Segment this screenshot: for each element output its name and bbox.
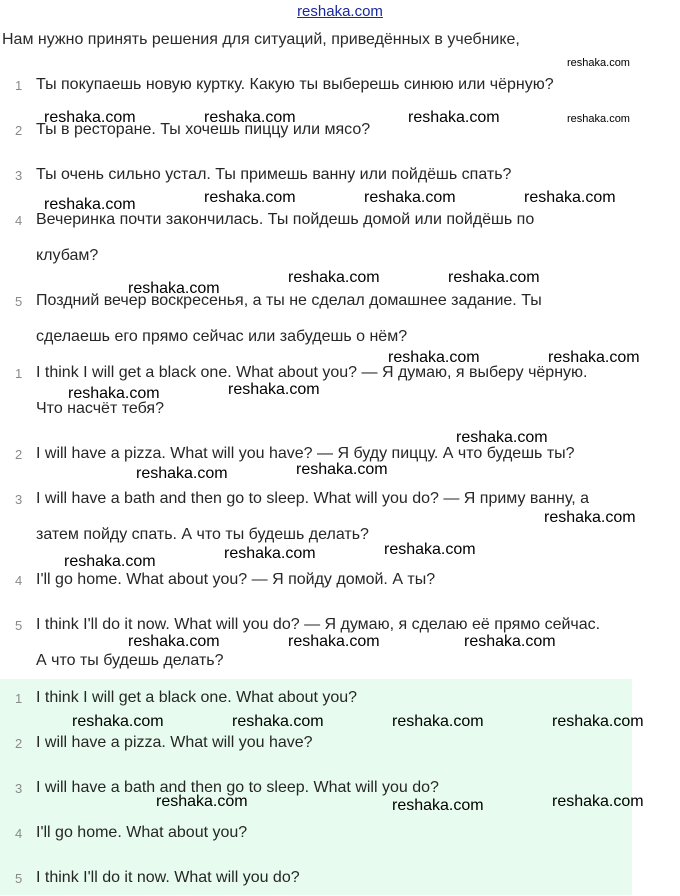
item-text: Вечеринка почти закончилась. Ты пойдешь домой или пойдёшь по: [36, 211, 535, 228]
item-text-cont: затем пойду спать. А что ты будешь делать?: [36, 526, 369, 543]
watermark: reshaka.com: [567, 57, 630, 69]
watermark: reshaka.com: [544, 509, 636, 526]
item-text: I will have a bath and then go to sleep. What will you do? — Я приму ванну, а: [36, 490, 590, 507]
item-text: I will have a bath and then go to sleep. What will you do?: [36, 779, 439, 796]
watermark: reshaka.com: [44, 109, 136, 126]
item-text: I will have a pizza. What will you have? — Я буду пиццу. А что будешь ты?: [36, 445, 575, 462]
intro-text: Нам нужно принять решения для ситуаций, приведённых в учебнике,: [2, 31, 520, 48]
item-text-cont: А что ты будешь делать?: [36, 652, 224, 669]
item-text: Поздний вечер воскресенья, а ты не сделал домашнее задание. Ты: [36, 292, 542, 309]
item-number: 2: [15, 447, 23, 462]
item-number: 1: [15, 691, 23, 706]
watermark: reshaka.com: [364, 189, 456, 206]
watermark: reshaka.com: [456, 429, 548, 446]
watermark: reshaka.com: [552, 713, 644, 730]
watermark: reshaka.com: [228, 381, 320, 398]
item-text: Ты покупаешь новую куртку. Какую ты выберешь синюю или чёрную?: [36, 76, 554, 93]
item-text-cont: клубам?: [36, 247, 99, 264]
item-number: 1: [15, 366, 23, 381]
item-number: 2: [15, 736, 23, 751]
item-text: Ты в ресторане. Ты хочешь пиццу или мясо?: [36, 121, 371, 138]
item-text: I think I'll do it now. What will you do?: [36, 869, 300, 886]
watermark: reshaka.com: [64, 553, 156, 570]
watermark: reshaka.com: [68, 385, 160, 402]
item-number: 2: [15, 123, 23, 138]
watermark: reshaka.com: [524, 189, 616, 206]
watermark: reshaka.com: [567, 113, 630, 125]
watermark: reshaka.com: [288, 269, 380, 286]
item-number: 4: [15, 573, 23, 588]
item-number: 4: [15, 826, 23, 841]
watermark: reshaka.com: [288, 633, 380, 650]
watermark: reshaka.com: [156, 793, 248, 810]
item-text-cont: Что насчёт тебя?: [36, 400, 164, 417]
watermark: reshaka.com: [388, 349, 480, 366]
item-text-cont: сделаешь его прямо сейчас или забудешь о нём?: [36, 328, 408, 345]
watermark: reshaka.com: [296, 461, 388, 478]
watermark: reshaka.com: [224, 545, 316, 562]
item-text: Ты очень сильно устал. Ты примешь ванну или пойдёшь спать?: [36, 166, 512, 183]
watermark: reshaka.com: [552, 793, 644, 810]
watermark: reshaka.com: [128, 633, 220, 650]
item-number: 4: [15, 213, 23, 228]
item-text: I think I will get a black one. What about you?: [36, 689, 358, 706]
watermark: reshaka.com: [72, 713, 164, 730]
watermark: reshaka.com: [136, 465, 228, 482]
item-text: I think I will get a black one. What about you? — Я думаю, я выберу чёрную.: [36, 364, 588, 381]
watermark: reshaka.com: [408, 109, 500, 126]
item-text: I'll go home. What about you? — Я пойду домой. А ты?: [36, 571, 436, 588]
watermark: reshaka.com: [384, 541, 476, 558]
watermark: reshaka.com: [44, 196, 136, 213]
item-number: 1: [15, 78, 23, 93]
item-text: I'll go home. What about you?: [36, 824, 248, 841]
item-text: I will have a pizza. What will you have?: [36, 734, 313, 751]
watermark: reshaka.com: [128, 280, 220, 297]
item-number: 3: [15, 168, 23, 183]
item-number: 5: [15, 618, 23, 633]
item-number: 5: [15, 871, 23, 886]
watermark: reshaka.com: [232, 713, 324, 730]
item-number: 5: [15, 294, 23, 309]
item-number: 3: [15, 781, 23, 796]
site-link[interactable]: reshaka.com: [297, 3, 383, 20]
watermark: reshaka.com: [204, 109, 296, 126]
watermark: reshaka.com: [464, 633, 556, 650]
item-number: 3: [15, 492, 23, 507]
item-text: I think I'll do it now. What will you do? — Я думаю, я сделаю её прямо сейчас.: [36, 616, 601, 633]
watermark: reshaka.com: [392, 797, 484, 814]
watermark: reshaka.com: [548, 349, 640, 366]
watermark: reshaka.com: [392, 713, 484, 730]
watermark: reshaka.com: [204, 189, 296, 206]
watermark: reshaka.com: [448, 269, 540, 286]
